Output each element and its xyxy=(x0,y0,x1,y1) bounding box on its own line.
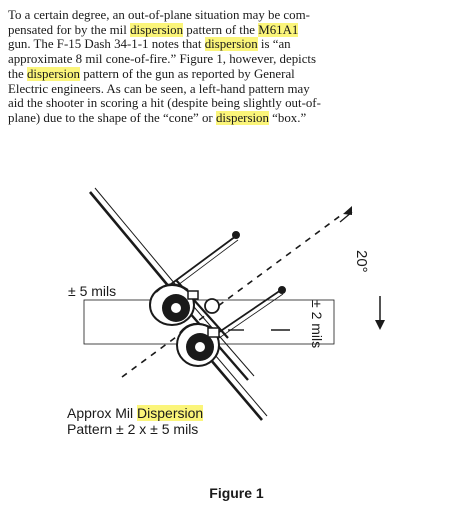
highlighted-term: dispersion xyxy=(215,110,269,125)
gun-housing-upper xyxy=(150,284,219,325)
paragraph-text: To a certain degree, an out-of-plane situation may be com- xyxy=(8,8,310,22)
paragraph-text: is “an xyxy=(257,37,291,52)
paragraph-text: pattern of the xyxy=(183,22,259,37)
paragraph-text: gun. The F-15 Dash 34-1-1 notes that xyxy=(8,37,205,52)
plus-minus-2-mils-label: ± 2 mils xyxy=(309,300,325,349)
angle-20-label: 20° xyxy=(353,250,370,273)
gun-housing-lower xyxy=(177,324,219,366)
figure-title: Figure 1 xyxy=(209,485,264,501)
paragraph-text: pattern of the gun as reported by General xyxy=(79,66,295,81)
plus-minus-2-mils-label-wrap xyxy=(309,300,325,348)
caption-highlight-dispersion: Dispersion xyxy=(137,405,204,421)
angle-20-label-wrap xyxy=(353,250,370,273)
highlighted-term: dispersion xyxy=(130,22,184,37)
highlighted-term: dispersion xyxy=(26,66,80,81)
highlighted-term: M61A1 xyxy=(258,22,299,37)
paragraph-text: plane) due to the shape of the “cone” or xyxy=(8,110,216,125)
paragraph-text: aid the shooter in scoring a hit (despite being slightly out-of- xyxy=(8,96,321,111)
highlighted-term: dispersion xyxy=(204,37,258,52)
paragraph-text: Electric engineers. As can be seen, a left-hand pattern may xyxy=(8,81,310,96)
paragraph-text: pensated for by the mil xyxy=(8,22,131,37)
paragraph-text: “box.” xyxy=(268,110,307,125)
figure-caption xyxy=(67,405,203,437)
caption-text-a: Approx Mil xyxy=(67,405,138,421)
paragraph-text: approximate 8 mil cone-of-fire.” Figure 1, however, depicts xyxy=(8,52,317,67)
plus-minus-5-mils-label: ± 5 mils xyxy=(68,283,117,299)
caption-line-2: Pattern ± 2 x ± 5 mils xyxy=(67,421,199,437)
paragraph-text: the xyxy=(8,66,27,81)
